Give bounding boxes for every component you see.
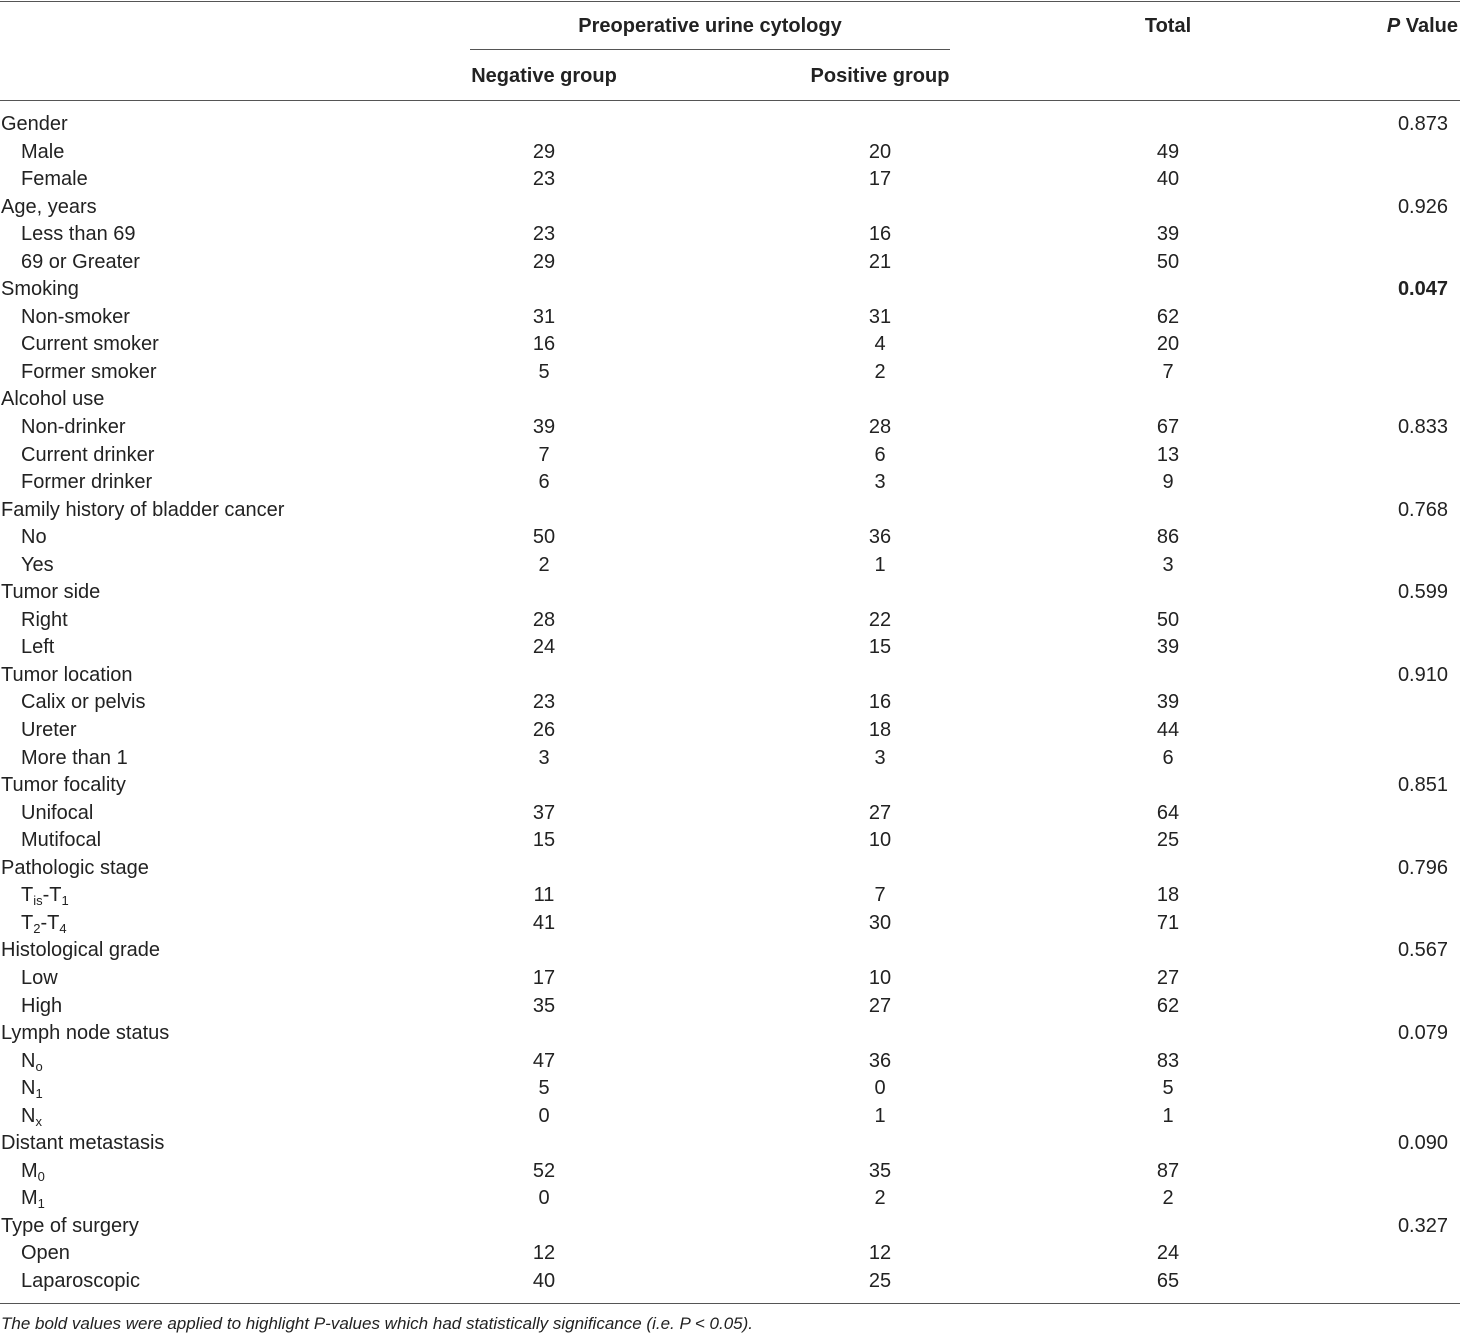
row-label-text: Former drinker [21, 471, 153, 494]
cell-positive: 10 [868, 829, 892, 852]
row-label-text: 69 or Greater [21, 250, 140, 273]
cell-negative: 28 [532, 608, 556, 631]
row-label [21, 745, 128, 773]
cell-negative: 37 [532, 801, 556, 824]
cell-positive: 0 [874, 1077, 886, 1100]
row-label-text: N [21, 1104, 36, 1127]
row-label [21, 1103, 42, 1131]
cell-total: 62 [1156, 994, 1180, 1017]
table-row [0, 524, 1460, 552]
row-label-text: Histological grade [1, 939, 160, 962]
table-section-row [0, 1020, 1460, 1048]
cell-total: 25 [1156, 829, 1180, 852]
row-label [21, 882, 69, 910]
cell-p-value: 0.047 [1397, 278, 1448, 301]
table-row [0, 1185, 1460, 1213]
row-label [1, 194, 97, 222]
row-label [21, 1158, 45, 1186]
cell-negative: 5 [538, 360, 550, 383]
cell-total: 67 [1156, 416, 1180, 439]
row-label-text: N [21, 1049, 36, 1072]
row-label-subscript: 1 [37, 1196, 45, 1212]
header-group-span: Preoperative urine cytology [578, 15, 842, 37]
cell-p-value: 0.851 [1397, 774, 1448, 797]
cell-total: 86 [1156, 526, 1180, 549]
table-section-row [0, 111, 1460, 139]
cell-total: 50 [1156, 608, 1180, 631]
row-label [1, 497, 284, 525]
table-row [0, 1158, 1460, 1186]
cell-total: 44 [1156, 719, 1180, 742]
cell-positive: 4 [874, 333, 886, 356]
cell-positive: 36 [868, 1049, 892, 1072]
row-label-text: -T [42, 884, 62, 907]
header-total: Total [1144, 15, 1192, 37]
cell-negative: 31 [532, 305, 556, 328]
header-p-letter: P [1386, 15, 1401, 37]
table-section-row [0, 662, 1460, 690]
row-label-text: Smoking [1, 278, 79, 301]
row-label-subscript: o [35, 1058, 43, 1074]
cell-negative: 12 [532, 1242, 556, 1265]
table-row [0, 552, 1460, 580]
row-label [21, 524, 47, 552]
cell-negative: 6 [538, 471, 550, 494]
header-p-value [1387, 14, 1458, 38]
table-body [0, 111, 1460, 1296]
cell-negative: 40 [532, 1269, 556, 1292]
cell-negative: 23 [532, 691, 556, 714]
cell-total: 27 [1156, 966, 1180, 989]
row-label-text: Unifocal [21, 801, 94, 824]
row-label-text: Low [21, 966, 58, 989]
row-label [1, 772, 126, 800]
table-row [0, 139, 1460, 167]
cell-negative: 2 [538, 553, 550, 576]
row-label-text: Less than 69 [21, 223, 136, 246]
cell-positive: 30 [868, 911, 892, 934]
cell-total: 83 [1156, 1049, 1180, 1072]
row-label [21, 827, 101, 855]
row-label-text: Left [21, 636, 55, 659]
table-row [0, 166, 1460, 194]
table-section-row [0, 276, 1460, 304]
row-label-text: Male [21, 140, 65, 163]
table-header-rule [0, 100, 1460, 101]
cell-positive: 12 [868, 1242, 892, 1265]
table-section-row [0, 937, 1460, 965]
cell-p-value: 0.833 [1397, 416, 1448, 439]
table-section-row [0, 579, 1460, 607]
table-row [0, 910, 1460, 938]
row-label [21, 1185, 45, 1213]
cell-p-value: 0.926 [1397, 195, 1448, 218]
table-row [0, 442, 1460, 470]
cell-positive: 7 [874, 884, 886, 907]
table-row [0, 965, 1460, 993]
cell-negative: 5 [538, 1077, 550, 1100]
row-label [21, 910, 67, 938]
cell-positive: 28 [868, 416, 892, 439]
row-label [21, 634, 54, 662]
cell-total: 62 [1156, 305, 1180, 328]
row-label-text: No [21, 526, 47, 549]
row-label-text: High [21, 994, 63, 1017]
row-label [21, 139, 64, 167]
cell-positive: 6 [874, 443, 886, 466]
row-label [1, 662, 133, 690]
table-section-row [0, 194, 1460, 222]
cell-negative: 11 [533, 884, 555, 907]
cell-total: 7 [1162, 360, 1174, 383]
row-label-text: Type of surgery [1, 1214, 139, 1237]
row-label [1, 386, 104, 414]
header-negative-group: Negative group [471, 65, 617, 87]
cell-positive: 31 [868, 305, 892, 328]
cell-total: 49 [1156, 140, 1180, 163]
row-label-text: Laparoscopic [21, 1269, 140, 1292]
row-label-subscript: is [33, 893, 43, 909]
cell-total: 1 [1162, 1104, 1174, 1127]
row-label-text: Mutifocal [21, 829, 102, 852]
row-label [1, 1213, 139, 1241]
table-row [0, 1103, 1460, 1131]
table-footnote: The bold values were applied to highlight P-values which had statistically significance (i.e. P < 0.05). [1, 1314, 754, 1333]
table-row [0, 827, 1460, 855]
cell-p-value: 0.567 [1397, 939, 1448, 962]
cell-negative: 29 [532, 140, 556, 163]
cell-negative: 23 [532, 168, 556, 191]
cell-p-value: 0.796 [1397, 856, 1448, 879]
cell-negative: 0 [538, 1104, 550, 1127]
table-row [0, 221, 1460, 249]
row-label-text: Former smoker [21, 360, 157, 383]
cell-negative: 16 [532, 333, 556, 356]
row-label-text: N [21, 1077, 36, 1100]
table-section-row [0, 772, 1460, 800]
cell-negative: 23 [532, 223, 556, 246]
row-label-text: M [21, 1159, 38, 1182]
row-label [21, 1240, 70, 1268]
header-positive-group: Positive group [810, 65, 950, 87]
cell-total: 64 [1156, 801, 1180, 824]
row-label-text: M [21, 1187, 38, 1210]
cell-total: 40 [1156, 168, 1180, 191]
cell-positive: 22 [868, 608, 892, 631]
row-label-text: -T [40, 911, 60, 934]
cell-positive: 16 [868, 691, 892, 714]
row-label [21, 607, 68, 635]
header-span-rule [470, 49, 950, 50]
row-label [1, 579, 100, 607]
table-section-row [0, 386, 1460, 414]
table-row [0, 607, 1460, 635]
row-label [21, 166, 88, 194]
row-label [21, 689, 145, 717]
row-label-text: Alcohol use [1, 388, 105, 411]
cell-negative: 0 [538, 1187, 550, 1210]
cell-positive: 17 [868, 168, 892, 191]
table-row [0, 331, 1460, 359]
table-row [0, 1048, 1460, 1076]
cell-positive: 20 [868, 140, 892, 163]
cell-negative: 52 [532, 1159, 556, 1182]
table-section-row [0, 855, 1460, 883]
row-label-text: Tumor focality [1, 774, 126, 797]
cell-total: 9 [1162, 471, 1174, 494]
cell-negative: 35 [532, 994, 556, 1017]
row-label-text: Tumor side [1, 581, 101, 604]
cell-negative: 41 [532, 911, 556, 934]
row-label-subscript: 0 [37, 1168, 45, 1184]
row-label-text: Gender [1, 113, 68, 135]
cell-negative: 50 [532, 526, 556, 549]
table-bottom-rule [0, 1303, 1460, 1304]
row-label [21, 1268, 140, 1296]
cell-negative: 29 [532, 250, 556, 273]
cell-p-value: 0.079 [1397, 1022, 1448, 1045]
row-label [1, 1130, 164, 1158]
cell-positive: 25 [868, 1269, 892, 1292]
row-label-subscript: 1 [35, 1086, 43, 1102]
row-label-text: Pathologic stage [1, 856, 149, 879]
cell-positive: 18 [868, 719, 892, 742]
table-row [0, 634, 1460, 662]
cell-total: 87 [1156, 1159, 1180, 1182]
cell-positive: 2 [874, 1187, 886, 1210]
cell-total: 24 [1156, 1242, 1180, 1265]
cell-total: 13 [1156, 443, 1180, 466]
row-label [1, 855, 149, 883]
header-p-rest: Value [1400, 15, 1458, 37]
cell-positive: 2 [874, 360, 886, 383]
cell-positive: 27 [868, 994, 892, 1017]
table-row [0, 745, 1460, 773]
row-label [21, 442, 154, 470]
row-label [21, 1075, 43, 1103]
table-row [0, 1268, 1460, 1296]
row-label-text: Right [21, 608, 68, 631]
cell-p-value: 0.327 [1397, 1214, 1448, 1237]
row-label-subscript: 2 [33, 920, 41, 936]
row-label-text: Family history of bladder cancer [1, 498, 285, 521]
table-row [0, 249, 1460, 277]
row-label [1, 1020, 169, 1048]
row-label [21, 221, 136, 249]
cell-negative: 17 [532, 966, 556, 989]
row-label-text: Calix or pelvis [21, 691, 146, 714]
cell-p-value: 0.910 [1397, 663, 1448, 686]
row-label [21, 331, 159, 359]
cell-positive: 3 [874, 471, 886, 494]
table-row [0, 800, 1460, 828]
cell-total: 71 [1156, 911, 1180, 934]
row-label [21, 304, 130, 332]
cell-positive: 36 [868, 526, 892, 549]
table-row [0, 1075, 1460, 1103]
row-label-text: Lymph node status [1, 1022, 170, 1045]
cell-p-value: 0.599 [1397, 581, 1448, 604]
row-label-text: Current smoker [21, 333, 159, 356]
row-label [21, 965, 58, 993]
cell-total: 6 [1162, 746, 1174, 769]
cell-positive: 1 [874, 553, 886, 576]
cell-total: 3 [1162, 553, 1174, 576]
cell-total: 39 [1156, 636, 1180, 659]
row-label-text: Non-smoker [21, 305, 130, 328]
cell-positive: 16 [868, 223, 892, 246]
cell-total: 50 [1156, 250, 1180, 273]
table-section-row [0, 1213, 1460, 1241]
cell-negative: 26 [532, 719, 556, 742]
cell-total: 20 [1156, 333, 1180, 356]
row-label [21, 993, 62, 1021]
cell-positive: 21 [868, 250, 892, 273]
table-row [0, 414, 1460, 442]
cell-positive: 35 [868, 1159, 892, 1182]
row-label [21, 469, 152, 497]
cell-negative: 47 [532, 1049, 556, 1072]
cell-positive: 27 [868, 801, 892, 824]
cell-total: 18 [1156, 884, 1180, 907]
cell-total: 2 [1162, 1187, 1174, 1210]
table-row [0, 304, 1460, 332]
row-label-text: Female [21, 168, 88, 191]
row-label-text: Non-drinker [21, 416, 126, 439]
row-label [1, 111, 68, 139]
cell-total: 39 [1156, 691, 1180, 714]
cell-p-value: 0.873 [1397, 113, 1448, 135]
cell-p-value: 0.090 [1397, 1132, 1448, 1155]
cell-negative: 24 [532, 636, 556, 659]
cell-positive: 15 [868, 636, 892, 659]
row-label-text: T [21, 911, 34, 934]
row-label-text: More than 1 [21, 746, 128, 769]
row-label [21, 552, 54, 580]
cell-positive: 1 [874, 1104, 886, 1127]
row-label-text: Tumor location [1, 663, 133, 686]
table-row [0, 717, 1460, 745]
cell-negative: 39 [532, 416, 556, 439]
row-label [21, 800, 93, 828]
row-label-subscript: x [35, 1113, 42, 1129]
row-label-text: Ureter [21, 719, 77, 742]
cell-negative: 3 [538, 746, 550, 769]
row-label-text: Yes [21, 553, 54, 576]
row-label-text: Distant metastasis [1, 1132, 165, 1155]
cell-total: 39 [1156, 223, 1180, 246]
row-label [21, 717, 77, 745]
row-label [21, 1048, 43, 1076]
cell-negative: 7 [538, 443, 550, 466]
table-top-rule [0, 1, 1460, 2]
row-label-subscript: 4 [59, 920, 67, 936]
row-label-text: Open [21, 1242, 70, 1265]
table-row [0, 689, 1460, 717]
row-label-text: T [21, 884, 34, 907]
table-row [0, 1240, 1460, 1268]
row-label [1, 937, 160, 965]
table-section-row [0, 497, 1460, 525]
table-section-row [0, 1130, 1460, 1158]
table-row [0, 882, 1460, 910]
row-label-subscript: 1 [61, 893, 69, 909]
cell-total: 5 [1162, 1077, 1174, 1100]
table-row [0, 993, 1460, 1021]
row-label-text: Current drinker [21, 443, 155, 466]
cell-p-value: 0.768 [1397, 498, 1448, 521]
row-label [21, 249, 140, 277]
cell-positive: 10 [868, 966, 892, 989]
row-label [21, 359, 157, 387]
row-label-text: Age, years [1, 195, 97, 218]
row-label [21, 414, 125, 442]
cell-negative: 15 [532, 829, 556, 852]
row-label [1, 276, 79, 304]
table-row [0, 359, 1460, 387]
cell-total: 65 [1156, 1269, 1180, 1292]
cell-positive: 3 [874, 746, 886, 769]
table-row [0, 469, 1460, 497]
